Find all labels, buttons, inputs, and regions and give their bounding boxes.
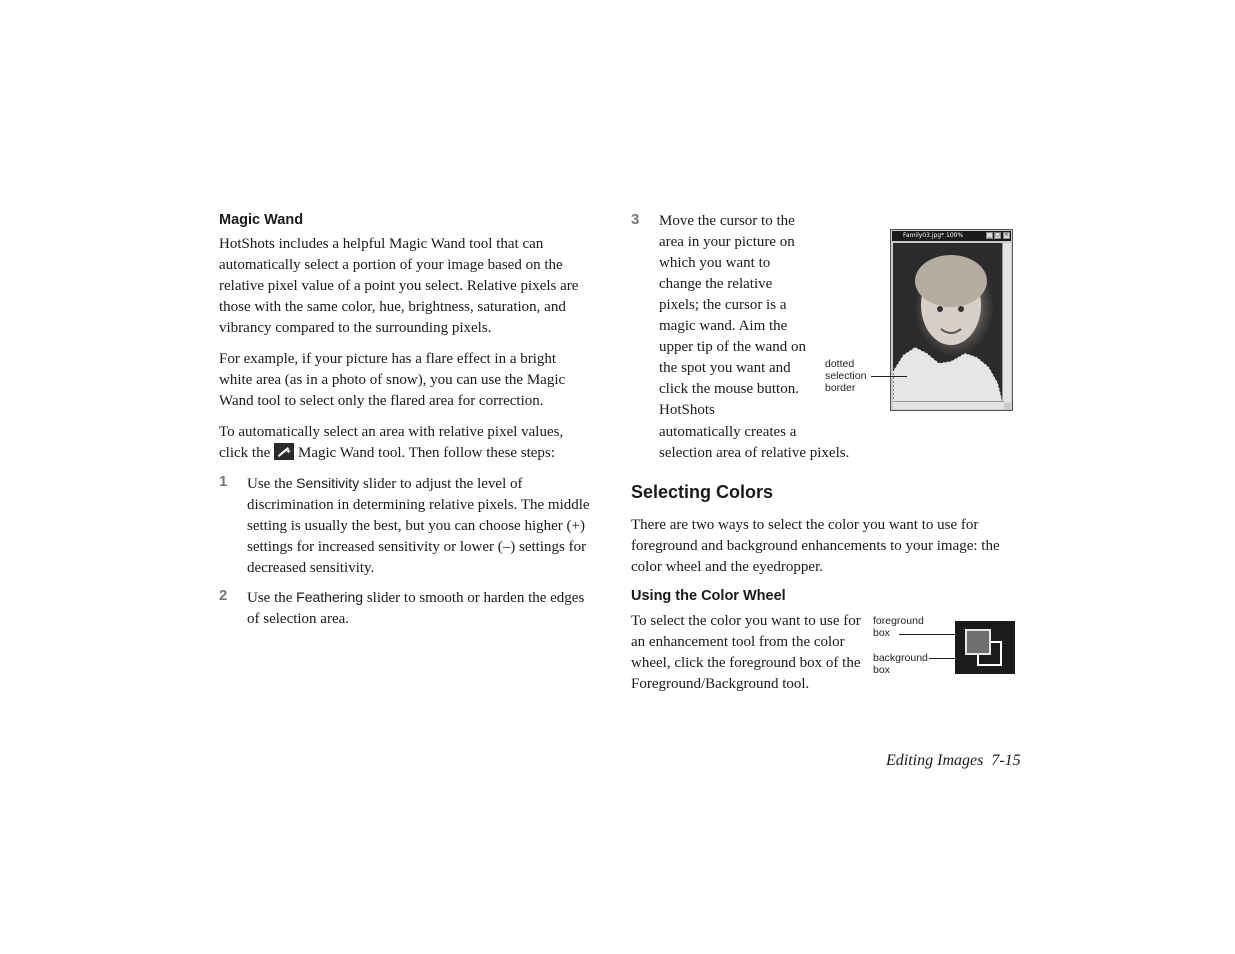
close-icon: × (1004, 232, 1009, 238)
foreground-box-callout: foreground box (873, 615, 924, 639)
background-box-callout: background box (873, 652, 928, 676)
selection-border-callout: dotted selection border (825, 358, 867, 394)
magic-wand-icon (274, 443, 294, 460)
minimize-icon: _ (986, 232, 993, 239)
step-1-number: 1 (219, 473, 228, 490)
vertical-scrollbar (1002, 243, 1011, 403)
selecting-colors-text: There are two ways to select the color you want to use for foreground and background enhancements to your image: the color wheel and the eyedropper. (631, 517, 1000, 575)
feathering-term: Feathering (296, 589, 364, 605)
magic-wand-example: For example, if your picture has a flare effect in a bright white area (as in a photo of snow), you can use the Magic Wand tool to select only the flared area for correction. (219, 351, 566, 409)
magic-wand-intro: HotShots includes a helpful Magic Wand tool that can automatically select a portion of your image based on the relative pixel value of a point you select. Relative pixels are those with the same color, hue, brightness, saturation, and vibrancy compared to the surrounding pixels. (219, 236, 579, 336)
footer-section: Editing Images (886, 752, 984, 769)
footer-page-number: 7-15 (991, 752, 1021, 769)
selection-border-overlay (893, 243, 1004, 403)
selecting-colors-heading: Selecting Colors (631, 482, 774, 502)
magic-wand-heading: Magic Wand (219, 212, 304, 228)
foreground-background-tool (955, 621, 1015, 674)
window-titlebar (892, 231, 1011, 241)
child-photo (893, 243, 1004, 403)
foreground-box (965, 629, 991, 655)
page-footer (886, 750, 1021, 771)
image-window-screenshot (890, 229, 1013, 411)
window-title: Family03.jpg* 100% (903, 232, 964, 239)
step-3-text-cont-1: automatically creates a (659, 424, 797, 440)
step-3-text-cont-2: selection area of relative pixels. (659, 445, 850, 461)
selection-border-callout-line (871, 376, 907, 377)
color-wheel-text: To select the color you want to use for an enhancement tool from the color wheel, click the foreground box of the Foreground/Background tool. (631, 613, 861, 692)
step-2-number: 2 (219, 587, 228, 604)
step-1-text: Use the Sensitivity slider to adjust the level of discrimination in determining relative pixels. The middle setting is usually the best, but you can choose higher (+) settings for increased sensitivity or lower (–) settings for decreased sensitivity. (247, 475, 590, 576)
magic-wand-instructions: To automatically select an area with relative pixel values, click the ✶ Magic Wand tool. Then follow these steps: (219, 422, 591, 464)
step-2-text: Use the Feathering slider to smooth or harden the edges of selection area. (247, 589, 585, 627)
maximize-icon: □ (995, 232, 1000, 238)
horizontal-scrollbar (893, 401, 1004, 409)
step-3-text: Move the cursor to the area in your picture on which you want to change the relative pixels; the cursor is a magic wand. Aim the upper tip of the wand on the spot you want and click the mouse button. HotShots (659, 213, 807, 418)
step-3-number: 3 (631, 211, 640, 228)
color-wheel-subheading: Using the Color Wheel (631, 588, 786, 604)
sensitivity-term: Sensitivity (296, 475, 360, 491)
